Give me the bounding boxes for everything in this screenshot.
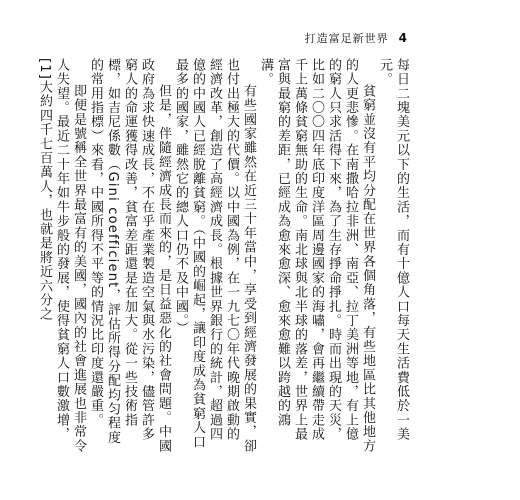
paragraph-2: 貧窮並沒有平均分配在世界各個角落，有些地區比其他地方的人更悲慘。在南撒哈拉非洲、南亞、拉丁美洲等地，有上億的窮人只求活得下來，為了生存掙命掙扎。時而出現的天災，比如二〇〇四年底印度洋區周邊國家的海嘯，會再繼續帶走成千上萬條貧窮無助的生命。南北球與北半球的落差，世界上最富與最窮的差距，已經成為愈來愈深、愈來愈難以跨越的鴻溝。 — [258, 58, 375, 454]
page-number: 4 — [398, 31, 408, 45]
paragraph-4: 但是，伴隨經濟成長而來的，是日益惡化的社會問題。中國政府為求快速成長，不在乎產業製造空氣與水污染，儘管許多窮人的命運獲得改善，貧富差距還是在加大。從一些技術指標，如吉尼係數（Gini coefficient，評估所得分配均匀程度的常用指標）來看，中國所得不平等的情況比印度還嚴重。 — [88, 58, 171, 454]
running-title: 打造富足新世界 — [304, 32, 389, 45]
paragraph-3: 有些國家雖然在近三十年當中，享受到經濟發展的果實，卻也付出極大的代價。以中國為例，在一九七〇年代晚期啟動的經濟改革，創造了高經濟成長。根據世界銀行的統計，超過四億的中國人已經脫離貧窮。（中國的崛起，讓印度成為貧窮人口最多的國家，雖然它的總人口仍不及中國。） — [173, 58, 256, 454]
running-header — [305, 30, 408, 46]
paragraph-5: 即便是號稱全世界最富有的美國，國內的社會進展也非常令人失望。最近二十年如牛步般的發展，使得貧窮人口數激增，[1]大約四千七百萬人，也就是將近六分之 — [37, 58, 86, 454]
body-text — [37, 58, 410, 454]
paragraph-1: 每日二塊美元以下的生活，而有十億人口每天生活費低於一美元。 — [377, 58, 409, 442]
